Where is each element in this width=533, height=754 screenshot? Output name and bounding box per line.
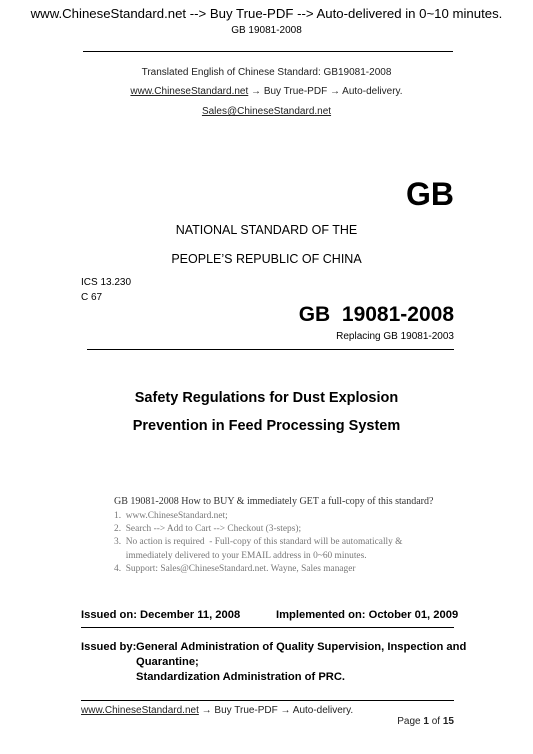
- issuer-line3: Standardization Administration of PRC.: [136, 671, 346, 683]
- page-total: 15: [442, 716, 454, 727]
- issued-date: Issued on: December 11, 2008: [81, 609, 241, 621]
- standard-number: GB 19081-2008: [298, 303, 454, 326]
- issuer-line2: Quarantine;: [136, 656, 199, 668]
- purchase-step: 4. Support: Sales@ChineseStandard.net. Wayne, Sales manager: [114, 563, 356, 574]
- header-doc-code: GB 19081-2008: [231, 25, 302, 36]
- replacing-note: Replacing GB 19081-2003: [336, 331, 454, 342]
- site-link[interactable]: www.ChineseStandard.net: [130, 86, 249, 97]
- purchase-question: GB 19081-2008 How to BUY & immediately GET a full-copy of this standard?: [114, 496, 434, 507]
- delivery-text: → Buy True-PDF → Auto-delivery.: [248, 86, 403, 97]
- document-title-line1: Safety Regulations for Dust Explosion: [134, 390, 399, 406]
- footer-site-link[interactable]: www.ChineseStandard.net: [81, 705, 199, 716]
- page-current: 1: [423, 716, 429, 727]
- purchase-box: [114, 496, 454, 576]
- sales-email-line: [0, 106, 533, 117]
- ics-code: ICS 13.230: [81, 277, 132, 288]
- national-title-line2: PEOPLE’S REPUBLIC OF CHINA: [171, 252, 362, 266]
- page-number: [330, 705, 454, 727]
- footer-divider: [81, 700, 454, 701]
- dates-divider: [81, 627, 454, 628]
- issued-by-label: Issued by:: [81, 641, 140, 653]
- translation-link-line: [0, 86, 533, 97]
- page-prefix: Page: [397, 716, 424, 727]
- footer-delivery-text: → Buy True-PDF → Auto-delivery.: [198, 705, 354, 716]
- footer-delivery-line: [81, 705, 353, 716]
- translation-line: Translated English of Chinese Standard: GB19081-2008: [141, 67, 392, 78]
- title-divider: [87, 349, 454, 350]
- issuer-line1: General Administration of Quality Supervision, Inspection and: [136, 641, 467, 653]
- ccs-code: C 67: [81, 292, 103, 303]
- document-title-line2: Prevention in Feed Processing System: [132, 418, 401, 434]
- header-divider: [83, 51, 453, 52]
- sales-email-link[interactable]: Sales@ChineseStandard.net: [201, 106, 332, 117]
- national-title-line1: NATIONAL STANDARD OF THE: [175, 223, 358, 237]
- purchase-step: 3. No action is required - Full-copy of this standard will be automatically &: [114, 537, 403, 548]
- purchase-step: 1. www.ChineseStandard.net;: [114, 511, 228, 521]
- page-of: of: [428, 716, 443, 727]
- purchase-step: immediately delivered to your EMAIL address in 0~60 minutes.: [114, 550, 367, 561]
- header-banner: www.ChineseStandard.net --> Buy True-PDF --> Auto-delivered in 0~10 minutes.: [30, 6, 503, 21]
- implemented-date: Implemented on: October 01, 2009: [276, 609, 459, 621]
- purchase-step: 2. Search --> Add to Cart --> Checkout (3-steps);: [114, 524, 302, 535]
- gb-logo: GB: [406, 176, 454, 212]
